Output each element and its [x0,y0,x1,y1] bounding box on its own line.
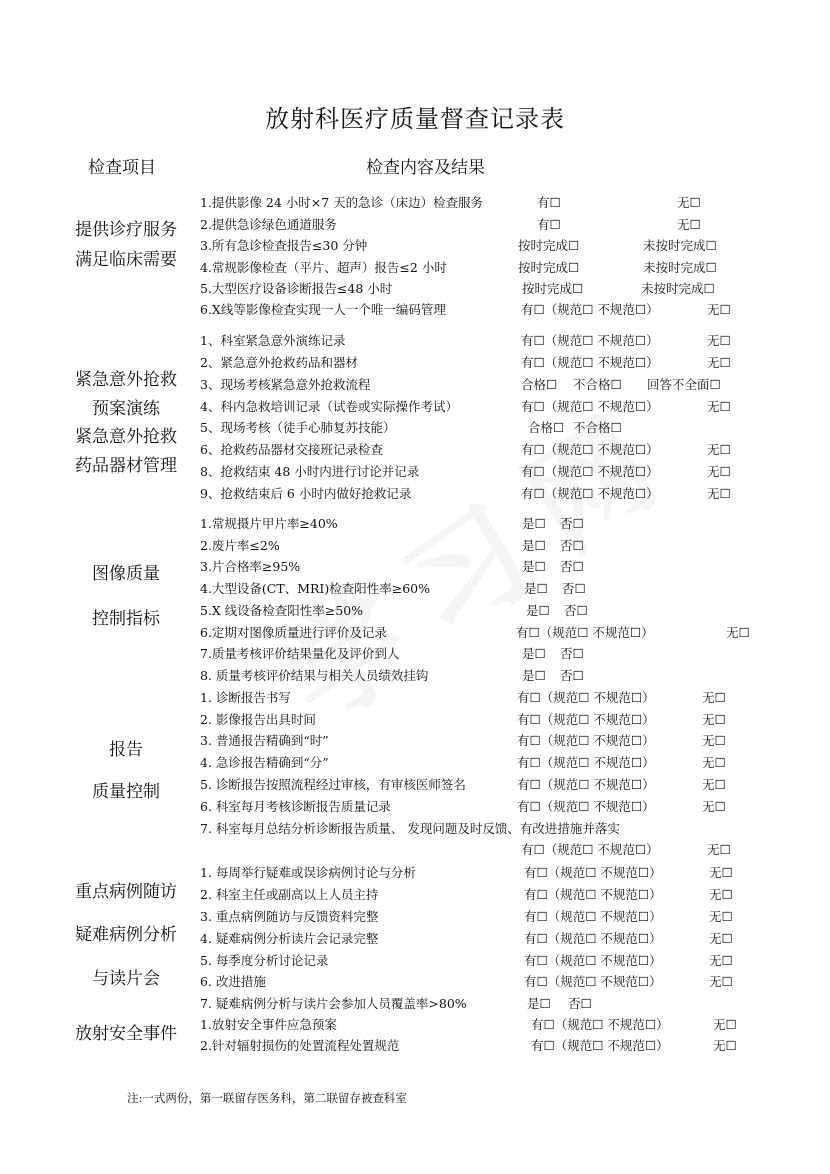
checkbox-option[interactable]: 有☐（规范☐ 不规范☐） [521,333,659,348]
check-item: 6.X线等影像检查实现一人一个唯一编码管理 [200,302,446,317]
checkbox-option[interactable]: 有☐（规范☐ 不规范☐） [524,931,662,946]
check-item: 4.大型设备(CT、MRI)检查阳性率≥60% [200,581,430,596]
checkbox-option[interactable]: 无☐ [713,1017,737,1032]
category-label: 质量控制 [92,782,160,802]
checkbox-option[interactable]: 无☐ [702,777,726,792]
checkbox-option[interactable]: 无☐ [702,799,726,814]
checkbox-option[interactable]: 无☐ [707,842,731,857]
checkbox-option[interactable]: 无☐ [702,712,726,727]
checkbox-option[interactable]: 有☐（规范☐ 不规范☐） [531,1017,669,1032]
checkbox-option[interactable]: 无☐ [702,733,726,748]
checkbox-option[interactable]: 无☐ [702,690,726,705]
category-label: 与读片会 [92,969,160,989]
check-item: 8、抢救结束 48 小时内进行讨论并记录 [200,464,420,479]
check-item: 1、科室紧急意外演练记录 [200,333,346,348]
checkbox-option[interactable]: 合格☐ [528,420,565,435]
checkbox-option[interactable]: 按时完成☐ [518,260,580,275]
checkbox-option[interactable]: 有☐（规范☐ 不规范☐） [517,755,655,770]
checkbox-option[interactable]: 无☐ [707,464,731,479]
checkbox-option[interactable]: 无☐ [709,909,733,924]
checkbox-option[interactable]: 是☐ [524,581,548,596]
checkbox-option[interactable]: 有☐（规范☐ 不规范☐） [517,799,655,814]
checkbox-option[interactable]: 有☐（规范☐ 不规范☐） [517,690,655,705]
category-label: 疑难病例分析 [75,925,177,945]
checkbox-option[interactable]: 不合格☐ [573,420,622,435]
check-item: 7.质量考核评价结果量化及评价到人 [200,646,400,661]
checkbox-option[interactable]: 无☐ [707,355,731,370]
check-item: 1.提供影像 24 小时×7 天的急诊（床边）检查服务 [200,195,484,210]
checkbox-option[interactable]: 有☐（规范☐ 不规范☐） [517,777,655,792]
checkbox-option[interactable]: 未按时完成☐ [643,238,717,253]
checkbox-option[interactable]: 有☐（规范☐ 不规范☐） [524,953,662,968]
checkbox-option[interactable]: 有☐（规范☐ 不规范☐） [521,464,659,479]
checkbox-option[interactable]: 否☐ [568,996,592,1011]
checkbox-option[interactable]: 否☐ [564,603,588,618]
check-item: 2.提供急诊绿色通道服务 [200,217,337,232]
check-item: 2. 影像报告出具时间 [200,712,316,727]
checkbox-option[interactable]: 无☐ [707,486,731,501]
checkbox-option[interactable]: 无☐ [707,442,731,457]
check-item: 2、紧急意外抢救药品和器材 [200,355,358,370]
checkbox-option[interactable]: 否☐ [560,516,584,531]
checkbox-option[interactable]: 有☐ [537,195,561,210]
check-item: 5、现场考核（徒手心肺复苏技能） [200,420,396,435]
checkbox-option[interactable]: 无☐ [709,931,733,946]
checkbox-option[interactable]: 是☐ [526,603,550,618]
checkbox-option[interactable]: 无☐ [713,1038,737,1053]
checkbox-option[interactable]: 按时完成☐ [522,281,584,296]
category-label: 预案演练 [92,399,160,419]
check-item: 1.常规摄片甲片率≥40% [200,516,338,531]
check-item: 3、现场考核紧急意外抢救流程 [200,377,371,392]
page-title: 放射科医疗质量督查记录表 [265,105,565,133]
check-item: 1.放射安全事件应急预案 [200,1017,337,1032]
category-label: 控制指标 [92,609,160,629]
check-item: 7. 科室每月总结分析诊断报告质量、 发现问题及时反馈、有改进措施并落实 [200,821,620,836]
checkbox-option[interactable]: 未按时完成☐ [643,260,717,275]
check-item: 3.所有急诊检查报告≤30 分钟 [200,238,368,253]
checkbox-option[interactable]: 无☐ [707,333,731,348]
checkbox-option[interactable]: 无☐ [709,865,733,880]
checkbox-option[interactable]: 有☐（规范☐ 不规范☐） [531,1038,669,1053]
checkbox-option[interactable]: 无☐ [707,399,731,414]
check-item: 6. 科室每月考核诊断报告质量记录 [200,799,391,814]
checkbox-option[interactable]: 无☐ [726,625,750,640]
checkbox-option[interactable]: 无☐ [709,887,733,902]
checkbox-option[interactable]: 无☐ [677,217,701,232]
checkbox-option[interactable]: 有☐（规范☐ 不规范☐） [524,909,662,924]
checkbox-option[interactable]: 无☐ [702,755,726,770]
checkbox-option[interactable]: 有☐（规范☐ 不规范☐） [521,302,659,317]
category-label: 图像质量 [92,564,160,584]
check-item: 7. 疑难病例分析与读片会参加人员覆盖率>80% [200,996,467,1011]
header-category: 检查项目 [88,158,156,178]
checkbox-option[interactable]: 合格☐ [521,377,558,392]
checkbox-option[interactable]: 有☐（规范☐ 不规范☐） [524,865,662,880]
check-item: 5.大型医疗设备诊断报告≤48 小时 [200,281,393,296]
check-item: 3. 重点病例随访与反馈资料完整 [200,909,379,924]
category-label: 提供诊疗服务 [75,220,177,240]
checkbox-option[interactable]: 按时完成☐ [518,238,580,253]
category-label: 放射安全事件 [75,1024,177,1044]
checkbox-option[interactable]: 是☐ [522,646,546,661]
check-item: 8. 质量考核评价结果与相关人员绩效挂钩 [200,668,429,683]
checkbox-option[interactable]: 回答不全面☐ [647,377,721,392]
check-item: 6、抢救药品器材交接班记录检查 [200,442,383,457]
category-label: 紧急意外抢救 [75,370,177,390]
category-label: 紧急意外抢救 [75,427,177,447]
footnote: 注:一式两份，第一联留存医务科，第二联留存被查科室 [127,1091,407,1105]
check-item: 1. 每周举行疑难或误诊病例讨论与分析 [200,865,416,880]
checkbox-option[interactable]: 是☐ [522,668,546,683]
check-item: 6. 改进措施 [200,974,266,989]
check-item: 2.针对辐射损伤的处置流程处置规范 [200,1038,400,1053]
checkbox-option[interactable]: 有☐（规范☐ 不规范☐） [521,399,659,414]
check-item: 5. 诊断报告按照流程经过审核，有审核医师签名 [200,777,466,792]
check-item: 2. 科室主任或副高以上人员主持 [200,887,379,902]
checkbox-option[interactable]: 有☐（规范☐ 不规范☐） [524,974,662,989]
checkbox-option[interactable]: 未按时完成☐ [641,281,715,296]
check-item: 4.常规影像检查（平片、超声）报告≤2 小时 [200,260,447,275]
checkbox-option[interactable]: 有☐（规范☐ 不规范☐） [517,712,655,727]
checkbox-option[interactable]: 否☐ [562,581,586,596]
checkbox-option[interactable]: 无☐ [677,195,701,210]
check-item: 4. 急诊报告精确到“分” [200,755,329,770]
check-item: 2.废片率≤2% [200,538,280,553]
checkbox-option[interactable]: 是☐ [522,538,546,553]
check-item: 9、抢救结束后 6 小时内做好抢救记录 [200,486,412,501]
checkbox-option[interactable]: 有☐（规范☐ 不规范☐） [517,733,655,748]
checkbox-option[interactable]: 否☐ [560,559,584,574]
checkbox-option[interactable]: 有☐（规范☐ 不规范☐） [521,842,659,857]
check-item: 3. 普通报告精确到“时” [200,733,329,748]
checkbox-option[interactable]: 无☐ [709,953,733,968]
check-item: 5.X 线设备检查阳性率≥50% [200,603,364,618]
check-item: 1. 诊断报告书写 [200,690,291,705]
checkbox-option[interactable]: 无☐ [709,974,733,989]
category-label: 报告 [109,740,143,760]
checkbox-option[interactable]: 是☐ [527,996,551,1011]
check-item: 4、科内急救培训记录（试卷或实际操作考试） [200,399,458,414]
checkbox-option[interactable]: 有☐（规范☐ 不规范☐） [521,486,659,501]
checkbox-option[interactable]: 否☐ [560,668,584,683]
checkbox-option[interactable]: 否☐ [560,646,584,661]
check-item: 4. 疑难病例分析读片会记录完整 [200,931,379,946]
category-label: 满足临床需要 [75,250,177,270]
checkbox-option[interactable]: 不合格☐ [573,377,622,392]
category-label: 药品器材管理 [75,456,177,476]
checkbox-option[interactable]: 是☐ [522,516,546,531]
check-item: 5. 每季度分析讨论记录 [200,953,329,968]
checkbox-option[interactable]: 无☐ [707,302,731,317]
checkbox-option[interactable]: 是☐ [522,559,546,574]
check-item: 3.片合格率≥95% [200,559,301,574]
checkbox-option[interactable]: 否☐ [560,538,584,553]
checkbox-option[interactable]: 有☐（规范☐ 不规范☐） [516,625,654,640]
header-content: 检查内容及结果 [366,158,485,178]
checkbox-option[interactable]: 有☐（规范☐ 不规范☐） [524,887,662,902]
check-item: 6.定期对图像质量进行评价及记录 [200,625,387,640]
checkbox-option[interactable]: 有☐ [537,217,561,232]
category-label: 重点病例随访 [75,882,177,902]
checkbox-option[interactable]: 有☐（规范☐ 不规范☐） [521,442,659,457]
checkbox-option[interactable]: 有☐（规范☐ 不规范☐） [521,355,659,370]
